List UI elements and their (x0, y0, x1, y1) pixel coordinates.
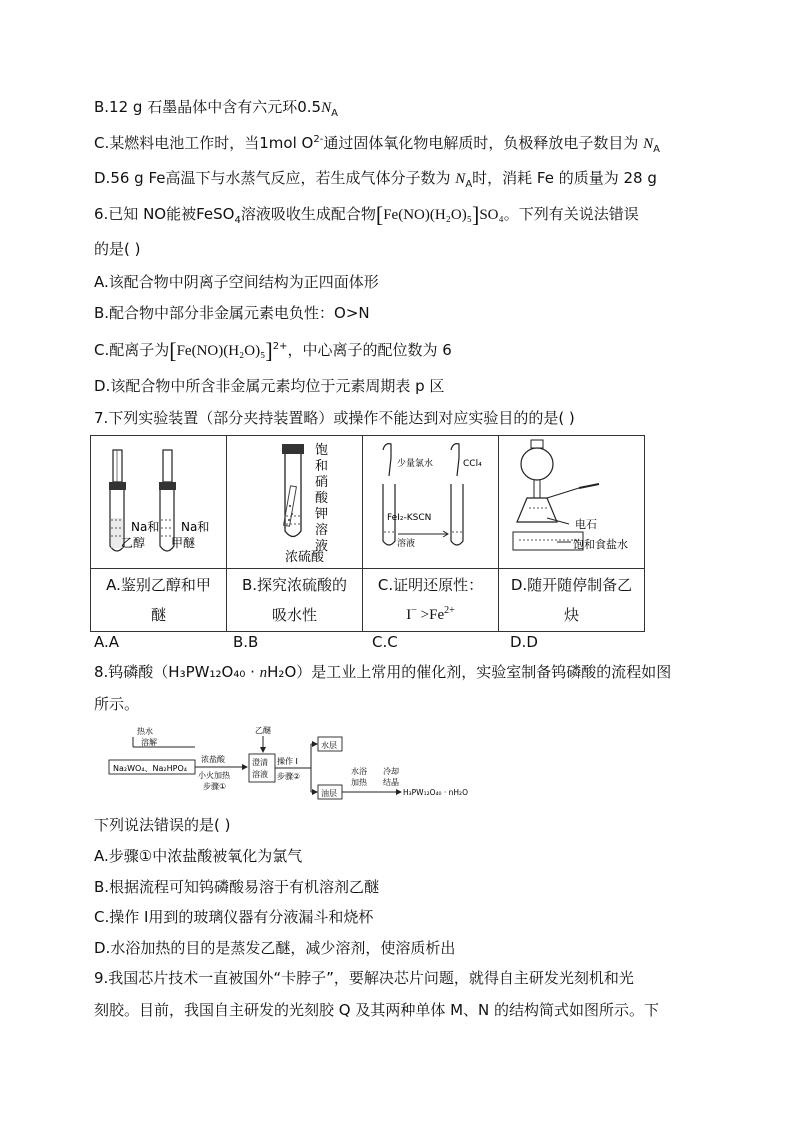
apparatus-c-label-fei2: FeI₂-KSCN (387, 513, 432, 523)
q7-apparatus-table (90, 435, 645, 632)
apparatus-a-label-ethanol: 乙醇 (121, 536, 146, 550)
q8-option-d: D.水浴加热的目的是蒸发乙醚，减少溶剂，使溶质析出 (94, 939, 456, 957)
flow-clear2: 溶液 (252, 770, 268, 779)
apparatus-c-caption: C.证明还原性： $I^- >Fe^{2+}$ (363, 569, 499, 632)
apparatus-d-label-brine: 饱和食盐水 (573, 538, 628, 551)
q5-option-c: C.某燃料电池工作时，当1mol $O^{2-}$通过固体氧化物电解质时，负极释放电子数目为 $N_A$ (94, 134, 660, 155)
apparatus-c-label-solution: 溶液 (397, 539, 416, 549)
q7-option-a: A.A (94, 633, 120, 651)
flow-step2: 步骤② (277, 772, 301, 781)
flow-hot-water: 热水 (137, 727, 153, 736)
apparatus-a-cell (91, 436, 227, 569)
apparatus-d-caption: D.随开随停制备乙 炔 (499, 569, 645, 632)
apparatus-b-side-label (315, 442, 329, 554)
apparatus-b-cell (227, 436, 363, 569)
svg-text:硝: 硝 (315, 475, 329, 490)
flow-oil-layer: 油层 (321, 789, 337, 798)
flow-cool1: 冷却 (383, 767, 399, 776)
apparatus-c-cell (363, 436, 499, 569)
apparatus-d-label-carbide: 电石 (575, 518, 597, 531)
apparatus-b-label-acid: 浓硫酸 (285, 550, 325, 564)
q8-option-b: B.根据流程可知钨磷酸易溶于有机溶剂乙醚 (94, 878, 380, 896)
apparatus-d-cell (499, 436, 645, 569)
q8-stem-line2: 所示。 (94, 695, 140, 713)
apparatus-b-image (227, 436, 362, 564)
q7-option-b: B.B (233, 633, 259, 651)
q7-stem: 7.下列实验装置（部分夹持装置略）或操作不能达到对应实验目的的是( ) (94, 409, 575, 427)
flow-bath1: 水浴 (351, 767, 367, 776)
apparatus-a-image (91, 436, 226, 564)
svg-text:饱: 饱 (315, 443, 329, 458)
flow-op1: 操作 I (277, 757, 298, 766)
apparatus-a-label-na-right: Na和 (181, 520, 210, 534)
flow-product: H₃PW₁₂O₄₀ · nH₂O (403, 788, 468, 797)
flow-step1: 步骤① (203, 782, 227, 791)
q6-stem: 6.已知 NO能被FeSO$_4$溶液吸收生成配合物[Fe(NO)(H₂O)₅]SO₄。下列有关说法错误 (94, 202, 639, 227)
flow-ether: 乙醚 (255, 726, 271, 735)
flow-start-label: Na₂WO₄、Na₂HPO₄ (113, 764, 187, 773)
flow-dissolve: 溶解 (141, 738, 157, 747)
q8-option-c: C.操作 I用到的玻璃仪器有分液漏斗和烧杯 (94, 908, 374, 926)
q7-option-c: C.C (372, 633, 398, 651)
svg-text:钾: 钾 (315, 507, 329, 522)
svg-text:酸: 酸 (315, 491, 329, 506)
q9-line1: 9.我国芯片技术一直被国外“卡脖子”，要解决芯片问题，就得自主研发光刻机和光 (94, 969, 634, 987)
svg-text:溶: 溶 (315, 523, 329, 538)
q5-option-d: D.56 g Fe高温下与水蒸气反应，若生成气体分子数为 $N_A$时，消耗 Fe 的质量为 28 g (94, 169, 657, 190)
q6-stem-line2: 的是( ) (94, 240, 141, 258)
q6-option-d: D.该配合物中所含非金属元素均位于元素周期表 p 区 (94, 377, 445, 395)
apparatus-c-image (363, 436, 498, 564)
flow-hcl: 浓盐酸 (201, 755, 225, 764)
apparatus-c-label-chlorine: 少量氯水 (397, 459, 434, 469)
apparatus-c-label-ccl4: CCl₄ (463, 459, 482, 469)
apparatus-a-label-na-left: Na和 (131, 520, 160, 534)
apparatus-d-image (499, 436, 644, 564)
q8-option-a: A.步骤①中浓盐酸被氧化为氯气 (94, 847, 303, 865)
apparatus-a-label-ether: 甲醚 (171, 536, 196, 550)
apparatus-a-caption: A.鉴别乙醇和甲 醚 (91, 569, 227, 632)
q8-stem: 8.钨磷酸（H₃PW₁₂O₄₀ · nH₂O）是工业上常用的催化剂，实验室制备钨磷酸的流程如图 (94, 663, 672, 681)
q6-option-b: B.配合物中部分非金属元素电负性：O>N (94, 304, 370, 322)
q8-ask: 下列说法错误的是( ) (94, 816, 231, 834)
q8-flowchart (105, 722, 505, 808)
flow-bath2: 加热 (351, 778, 367, 787)
q9-line2: 刻胶。目前，我国自主研发的光刻胶 Q 及其两种单体 M、N 的结构简式如图所示。下 (94, 1001, 660, 1019)
q7-option-d: D.D (510, 633, 538, 651)
q6-option-c: C.配离子为$[Fe(NO)(H_2O)_5]^{2+}$，中心离子的配位数为 6 (94, 338, 452, 363)
svg-text:和: 和 (315, 459, 329, 474)
flow-heat: 小火加热 (198, 771, 230, 780)
svg-text:液: 液 (315, 539, 329, 554)
flow-water-layer: 水层 (321, 741, 337, 750)
apparatus-b-caption: B.探究浓硫酸的 吸水性 (227, 569, 363, 632)
q5-option-b: B.12 g 石墨晶体中含有六元环$0.5N_A$ (94, 98, 338, 119)
q6-option-a: A.该配合物中阴离子空间结构为正四面体形 (94, 273, 379, 291)
flow-clear1: 澄清 (252, 758, 268, 767)
flow-cool2: 结晶 (383, 778, 399, 787)
